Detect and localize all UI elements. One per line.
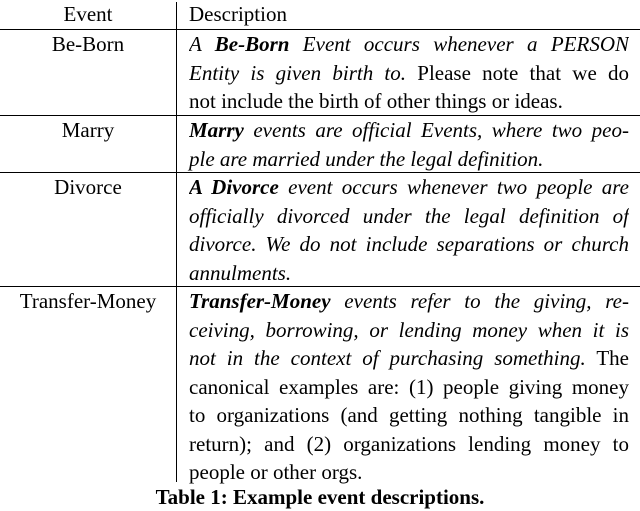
description-line: not include the birth of other things or ideas. xyxy=(189,89,563,113)
description-line: ple are married under the legal definition. xyxy=(189,146,544,171)
event-name: Be-Born xyxy=(51,32,125,56)
description-line: divorce. We do not include separations or church xyxy=(189,232,629,256)
event-name: Transfer-Money xyxy=(19,289,157,313)
column-divider xyxy=(176,2,177,482)
description-line: officially divorced under the legal definition of xyxy=(189,203,629,228)
table-caption: Table 1: Example event descriptions. xyxy=(155,485,485,509)
description-line: not in the context of purchasing something. The xyxy=(189,346,629,370)
description-line: to organizations (and getting nothing tangible in xyxy=(189,403,629,427)
description-line: Transfer-Money events refer to the giving, re- xyxy=(189,289,629,313)
description-line: ceiving, borrowing, or lending money when it is xyxy=(189,317,629,342)
event-description xyxy=(189,30,629,116)
event-description xyxy=(189,287,629,487)
header-event: Event xyxy=(63,2,113,26)
event-description xyxy=(189,173,629,287)
description-line: A Be-Born Event occurs whenever a PERSON xyxy=(189,32,629,56)
description-line: people or other orgs. xyxy=(189,460,363,484)
description-line: Marry events are official Events, where two peo- xyxy=(189,118,629,142)
event-name: Divorce xyxy=(54,175,122,199)
description-line: Entity is given birth to. Please note that we do xyxy=(189,60,629,85)
description-line: canonical examples are: (1) people giving money xyxy=(189,374,629,399)
event-description xyxy=(189,116,629,173)
event-name: Marry xyxy=(61,118,115,142)
description-line: A Divorce event occurs whenever two people are xyxy=(189,175,629,199)
description-line: return); and (2) organizations lending money to xyxy=(189,431,629,456)
header-description: Description xyxy=(189,2,287,26)
description-line: annulments. xyxy=(189,260,292,285)
